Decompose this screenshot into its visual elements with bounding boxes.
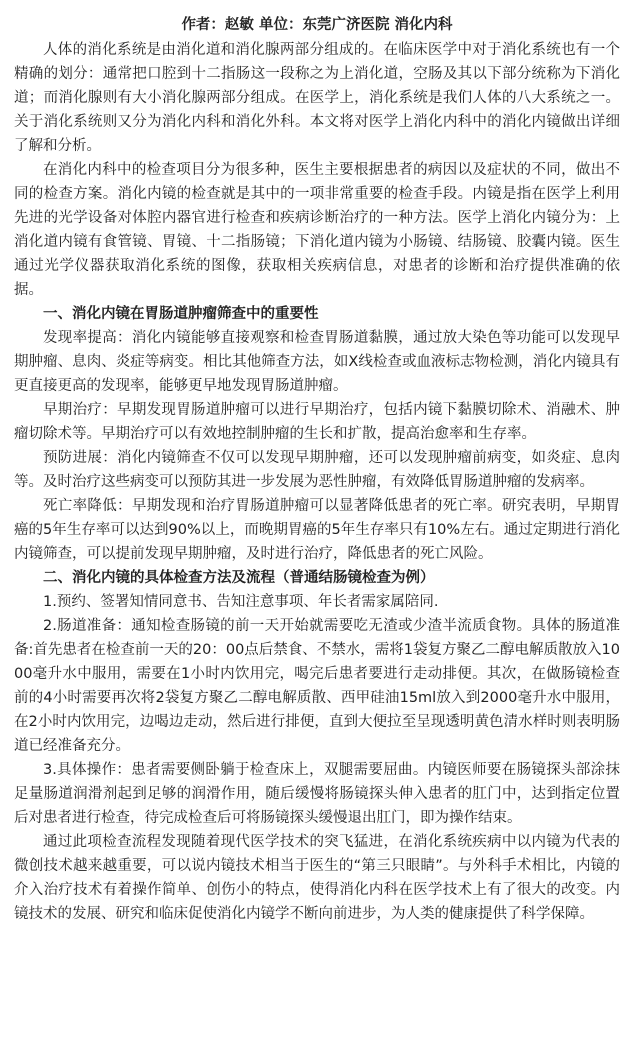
early-treatment-paragraph: 早期治疗：早期发现胃肠道肿瘤可以进行早期治疗，包括内镜下黏膜切除术、消融术、肿瘤切除术等。早期治疗可以有效地控制肿瘤的生长和扩散，提高治愈率和生存率。 xyxy=(14,402,620,442)
detection-rate-paragraph: 发现率提高：消化内镜能够直接观察和检查胃肠道黏膜，通过放大染色等功能可以发现早期肿瘤、息肉、炎症等病变。相比其他筛查方法，如X线检查或血液标志物检测，消化内镜具有更直接更高的发现率，能够更早地发现胃肠道肿瘤。 xyxy=(14,330,620,394)
conclusion-paragraph: 通过此项检查流程发现随着现代医学技术的突飞猛进，在消化系统疾病中以内镜为代表的微创技术越来越重要，可以说内镜技术相当于医生的“第三只眼睛”。与外科手术相比，内镜的介入治疗技术有着操作简单、创伤小的特点，使得消化内科在医学技术上有了很大的改变。内镜技术的发展、研究和临床促使消化内镜学不断向前进步，为人类的健康提供了科学保障。 xyxy=(14,834,620,922)
mortality-reduction-paragraph: 死亡率降低：早期发现和治疗胃肠道肿瘤可以显著降低患者的死亡率。研究表明，早期胃癌的5年生存率可以达到90%以上，而晚期胃癌的5年生存率只有10%左右。通过定期进行消化内镜筛查，可以提前发现早期肿瘤，及时进行治疗，降低患者的死亡风险。 xyxy=(14,498,620,562)
step-2-paragraph: 2.肠道准备：通知检查肠镜的前一天开始就需要吃无渣或少渣半流质食物。具体的肠道准备:首先患者在检查前一天的20：00点后禁食、不禁水，需将1袋复方聚乙二醇电解质散放入1000毫升水中服用，需要在1小时内饮用完，喝完后患者要进行走动排便。其次，在做肠镜检查前的4小时需要再次将2袋复方聚乙二醇电解质散、西甲硅油15ml放入到2000毫升水中服用，在2小时内饮用完，边喝边走动，然后进行排便，直到大便拉至呈现透明黄色清水样时则表明肠道已经准备充分。 xyxy=(14,618,620,754)
prevent-progression-paragraph: 预防进展：消化内镜筛查不仅可以发现早期肿瘤，还可以发现肿瘤前病变，如炎症、息肉等。及时治疗这些病变可以预防其进一步发展为恶性肿瘤，有效降低胃肠道肿瘤的发病率。 xyxy=(14,450,620,490)
step-3-paragraph: 3.具体操作：患者需要侧卧躺于检查床上，双腿需要屈曲。内镜医师要在肠镜探头部涂抹足量肠道润滑剂起到足够的润滑作用，随后缓慢将肠镜探头伸入患者的肛门中，达到指定位置后对患者进行检查，待完成检查后可将肠镜探头缓慢退出肛门，即为操作结束。 xyxy=(14,762,620,826)
step-1-paragraph: 1.预约、签署知情同意书、告知注意事项、年长者需家属陪同. xyxy=(43,594,439,610)
section-heading-2: 二、消化内镜的具体检查方法及流程（普通结肠镜检查为例） xyxy=(43,570,435,586)
author-line: 作者：赵敏 单位：东莞广济医院 消化内科 xyxy=(181,17,453,33)
intro-paragraph-1: 人体的消化系统是由消化道和消化腺两部分组成的。在临床医学中对于消化系统也有一个精确的划分：通常把口腔到十二指肠这一段称之为上消化道，空肠及其以下部分统称为下消化道；而消化腺则有大小消化腺两部分组成。在医学上，消化系统是我们人体的八大系统之一。关于消化系统则又分为消化内科和消化外科。本文将对医学上消化内科中的消化内镜做出详细了解和分析。 xyxy=(14,42,620,154)
section-heading-1: 一、消化内镜在胃肠道肿瘤筛查中的重要性 xyxy=(43,306,319,322)
intro-paragraph-2: 在消化内科中的检查项目分为很多种，医生主要根据患者的病因以及症状的不同，做出不同的检查方案。消化内镜的检查就是其中的一项非常重要的检查手段。内镜是指在医学上利用先进的光学设备对体腔内器官进行检查和疾病诊断治疗的一种方法。医学上消化内镜分为：上消化道内镜有食管镜、胃镜、十二指肠镜；下消化道内镜为小肠镜、结肠镜、胶囊内镜。医生通过光学仪器获取消化系统的图像，获取相关疾病信息，对患者的诊断和治疗提供准确的依据。 xyxy=(14,162,620,298)
